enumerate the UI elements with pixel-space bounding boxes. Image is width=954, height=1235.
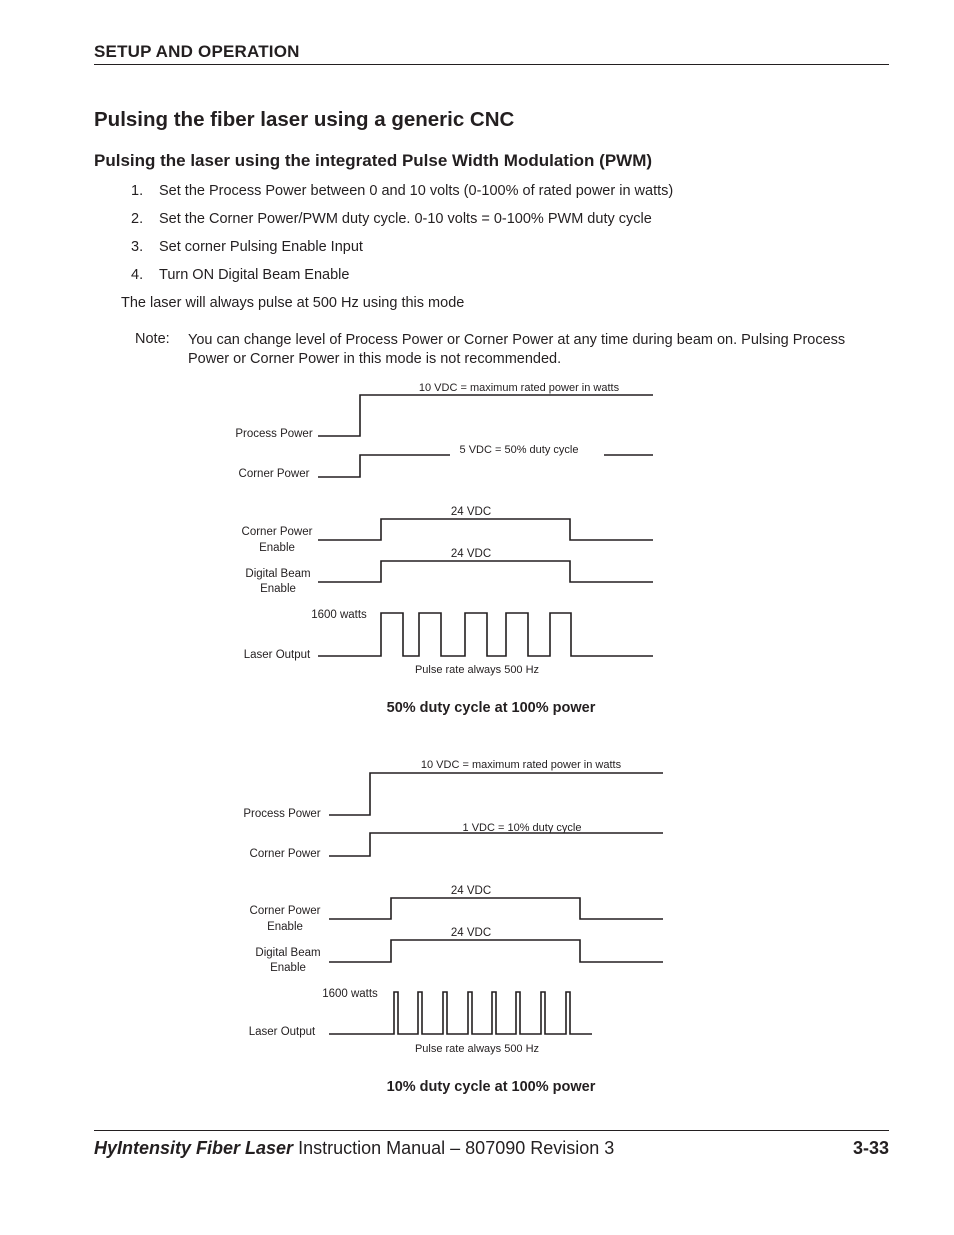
digital-beam-enable-trace — [318, 561, 653, 582]
footer-brand: HyIntensity Fiber Laser — [94, 1138, 294, 1158]
digital-beam-enable-label: Enable — [260, 583, 296, 595]
pulse-rate-statement: The laser will always pulse at 500 Hz using this mode — [121, 295, 465, 311]
corner-power-trace — [329, 833, 663, 856]
digital-beam-enable-label: Digital Beam — [255, 947, 321, 959]
section-header-title: SETUP AND OPERATION — [94, 42, 300, 61]
step-text: Turn ON Digital Beam Enable — [159, 267, 350, 283]
corner-power-trace — [318, 455, 450, 477]
corner-power-enable-trace — [329, 898, 663, 919]
diagram-caption: 10% duty cycle at 100% power — [386, 1079, 596, 1095]
cpe-level-annotation: 24 VDC — [450, 885, 492, 897]
diagram-caption: 50% duty cycle at 100% power — [386, 700, 596, 716]
digital-beam-enable-label: Digital Beam — [245, 568, 311, 580]
dbe-level-annotation: 24 VDC — [450, 548, 492, 560]
corner-level-annotation: 1 VDC = 10% duty cycle — [462, 822, 582, 834]
process-power-label: Process Power — [243, 808, 321, 820]
section-subheading: Pulsing the laser using the integrated Pulse Width Modulation (PWM) — [94, 151, 653, 170]
page-number: 3-33 — [852, 1138, 889, 1158]
note-label: Note: — [135, 331, 170, 347]
note-text: You can change level of Process Power or Corner Power at any time during beam on. Pulsing Process Power or Corner Power in this mode is not recommended. — [188, 332, 846, 367]
laser-output-label: Laser Output — [243, 649, 311, 661]
cpe-level-annotation: 24 VDC — [450, 506, 492, 518]
corner-power-enable-label: Enable — [267, 921, 303, 933]
process-level-annotation: 10 VDC = maximum rated power in watts — [420, 759, 622, 771]
pulse-rate-annotation: Pulse rate always 500 Hz — [414, 1043, 540, 1055]
step-text: Set the Process Power between 0 and 10 volts (0-100% of rated power in watts) — [159, 183, 674, 199]
footer-rule — [94, 1130, 889, 1131]
process-level-annotation: 10 VDC = maximum rated power in watts — [418, 382, 620, 394]
footer-title — [94, 1138, 614, 1159]
corner-power-label: Corner Power — [238, 468, 310, 480]
step-text: Set the Corner Power/PWM duty cycle. 0-10 volts = 0-100% PWM duty cycle — [159, 211, 652, 227]
corner-power-enable-label: Corner Power — [241, 526, 313, 538]
digital-beam-enable-trace — [329, 940, 663, 962]
dbe-level-annotation: 24 VDC — [450, 927, 492, 939]
laser-output-label: Laser Output — [248, 1026, 316, 1038]
step-number: 2. — [131, 211, 144, 227]
output-level-annotation: 1600 watts — [322, 988, 378, 1000]
process-power-trace — [318, 395, 653, 436]
corner-power-enable-label: Corner Power — [249, 905, 321, 917]
step-number: 4. — [131, 267, 144, 283]
corner-power-label: Corner Power — [249, 848, 321, 860]
corner-power-enable-trace — [318, 519, 653, 540]
corner-level-annotation: 5 VDC = 50% duty cycle — [459, 444, 579, 456]
output-level-annotation: 1600 watts — [311, 609, 367, 621]
step-number: 1. — [131, 183, 144, 199]
pulse-rate-annotation: Pulse rate always 500 Hz — [414, 664, 540, 676]
footer-manual: Instruction Manual – 807090 Revision 3 — [293, 1138, 615, 1158]
corner-power-enable-label: Enable — [259, 542, 295, 554]
step-number: 3. — [131, 239, 144, 255]
laser-output-pulse-trace — [318, 613, 653, 656]
digital-beam-enable-label: Enable — [270, 962, 306, 974]
page-heading: Pulsing the fiber laser using a generic CNC — [94, 108, 515, 131]
step-text: Set corner Pulsing Enable Input — [159, 239, 363, 255]
process-power-trace — [329, 773, 663, 815]
process-power-label: Process Power — [235, 428, 313, 440]
